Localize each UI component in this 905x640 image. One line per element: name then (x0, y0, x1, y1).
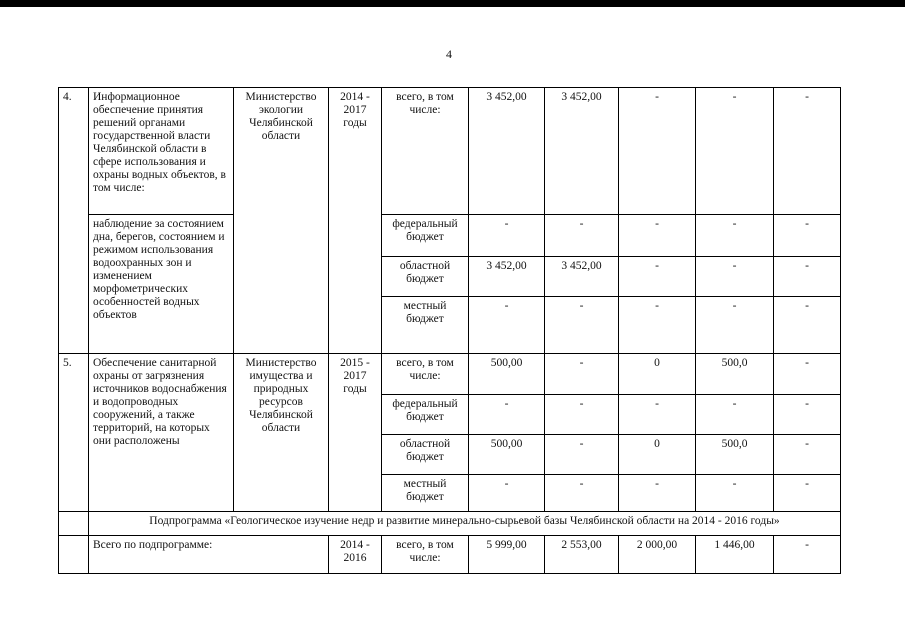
amount-year-1: 2 553,00 (545, 536, 619, 574)
table-row (59, 88, 841, 215)
amount-year-2: - (619, 297, 696, 354)
amount-year-3: 500,0 (696, 354, 774, 395)
funding-source: всего, в том числе: (382, 354, 469, 395)
amount-year-1: - (545, 354, 619, 395)
row-number: 4. (59, 88, 89, 354)
amount-year-4: - (774, 475, 841, 512)
amount-year-4: - (774, 257, 841, 297)
measure-description: Обеспечение санитарной охраны от загрязнения источников водоснабжения и водопроводных сооружений, а также территорий, на которых они расположены (89, 354, 234, 512)
funding-source: местный бюджет (382, 475, 469, 512)
measure-sub-description: наблюдение за состоянием дна, берегов, состоянием и режимом использования водоохранных зон и изменением морфометрических особенностей водных объектов (89, 215, 234, 354)
amount-year-1: 3 452,00 (545, 88, 619, 215)
amount-total: - (469, 297, 545, 354)
amount-year-4: - (774, 215, 841, 257)
amount-year-1: - (545, 435, 619, 475)
amount-year-3: - (696, 297, 774, 354)
amount-year-4: - (774, 395, 841, 435)
program-table (58, 87, 841, 574)
amount-year-2: - (619, 215, 696, 257)
funding-source: всего, в том числе: (382, 536, 469, 574)
amount-total: 3 452,00 (469, 257, 545, 297)
amount-total: 500,00 (469, 354, 545, 395)
table-row (59, 354, 841, 395)
amount-year-3: 1 446,00 (696, 536, 774, 574)
amount-year-2: 0 (619, 435, 696, 475)
amount-year-1: 3 452,00 (545, 257, 619, 297)
amount-year-2: - (619, 88, 696, 215)
amount-year-1: - (545, 215, 619, 257)
amount-year-2: - (619, 395, 696, 435)
period-cell: 2015 - 2017 годы (329, 354, 382, 512)
amount-total: - (469, 395, 545, 435)
amount-year-2: 2 000,00 (619, 536, 696, 574)
amount-total: - (469, 475, 545, 512)
amount-year-2: 0 (619, 354, 696, 395)
amount-total: 3 452,00 (469, 88, 545, 215)
measure-description: Информационное обеспечение принятия решений органами государственной власти Челябинской области в сфере использования и охраны водных объектов, в том числе: (89, 88, 234, 215)
executor-cell: Министерство имущества и природных ресурсов Челябинской области (234, 354, 329, 512)
page-number: 4 (446, 47, 452, 61)
total-period: 2014 - 2016 (329, 536, 382, 574)
amount-year-1: - (545, 475, 619, 512)
funding-source: всего, в том числе: (382, 88, 469, 215)
amount-year-3: - (696, 475, 774, 512)
total-row (59, 536, 841, 574)
amount-year-3: 500,0 (696, 435, 774, 475)
amount-total: - (469, 215, 545, 257)
total-label: Всего по подпрограмме: (89, 536, 329, 574)
subprogram-title: Подпрограмма «Геологическое изучение недр и развитие минерально-сырьевой базы Челябинской области на 2014 - 2016 годы» (89, 512, 841, 536)
amount-year-1: - (545, 395, 619, 435)
period-cell: 2014 - 2017 годы (329, 88, 382, 354)
amount-year-1: - (545, 297, 619, 354)
amount-year-3: - (696, 257, 774, 297)
funding-source: федеральный бюджет (382, 215, 469, 257)
amount-year-4: - (774, 435, 841, 475)
amount-year-2: - (619, 475, 696, 512)
amount-year-4: - (774, 88, 841, 215)
funding-source: местный бюджет (382, 297, 469, 354)
amount-year-3: - (696, 215, 774, 257)
executor-cell: Министерство экологии Челябинской области (234, 88, 329, 354)
table-row (59, 215, 841, 257)
amount-year-3: - (696, 88, 774, 215)
amount-year-4: - (774, 354, 841, 395)
funding-source: областной бюджет (382, 435, 469, 475)
table-row (59, 512, 841, 536)
amount-total: 5 999,00 (469, 536, 545, 574)
funding-source: федеральный бюджет (382, 395, 469, 435)
amount-year-3: - (696, 395, 774, 435)
amount-year-4: - (774, 297, 841, 354)
top-border-bar (0, 0, 905, 7)
row-number: 5. (59, 354, 89, 512)
amount-year-2: - (619, 257, 696, 297)
funding-source: областной бюджет (382, 257, 469, 297)
amount-year-4: - (774, 536, 841, 574)
amount-total: 500,00 (469, 435, 545, 475)
